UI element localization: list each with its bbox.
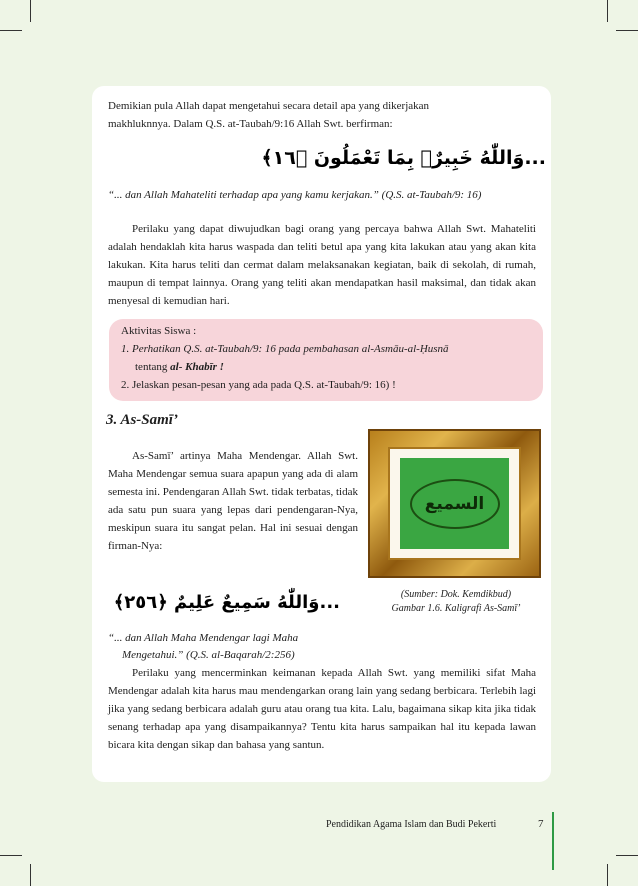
intro-line-2: makhluknnya. Dalam Q.S. at-Taubah/9:16 Allah Swt. berfirman: xyxy=(108,118,393,130)
activity-item-2: 2. Jelaskan pesan-pesan yang ada pada Q.S. at-Taubah/9: 16) ! xyxy=(121,379,396,391)
footer-divider xyxy=(552,812,554,870)
paragraph-maha-mendengar: Perilaku yang mencerminkan keimanan kepada Allah Swt. yang memiliki sifat Maha Mendengar adalah kita harus mau mendengarkan orang lain yang sedang berbicara. Terlebih lagi jika yang sedang berbicara adalah guru atau orang tua kita. Lalu, bagaimana sikap kita jika tidak senang terhadap apa yang disampaikannya? Tentu kita harus sampaikan hal itu kepada lawan bicara kita dengan sikap dan bahasa yang santun. xyxy=(108,667,536,751)
figure-caption: Gambar 1.6. Kaligrafi As-Samī’ xyxy=(391,603,521,614)
intro-line-1: Demikian pula Allah dapat mengetahui secara detail apa yang dikerjakan xyxy=(108,100,430,112)
calligraphy-panel xyxy=(400,458,509,549)
crop-mark xyxy=(30,0,31,22)
footer-book-title: Pendidikan Agama Islam dan Budi Pekerti xyxy=(326,819,497,830)
translation-taubah: “... dan Allah Mahateliti terhadap apa yang kamu kerjakan.” (Q.S. at-Taubah/9: 16) xyxy=(108,189,482,201)
crop-mark xyxy=(0,855,22,856)
verse-arabic-baqarah: ...وَاللّٰهُ سَمِيعٌ عَلِيمٌ ﴿٢٥٦﴾ xyxy=(113,592,340,613)
activity-item-1: 1. Perhatikan Q.S. at-Taubah/9: 16 pada pembahasan al-Asmāu-al-Ḥusnā xyxy=(121,343,449,355)
paragraph-as-sami: As-Samī’ artinya Maha Mendengar. Allah Swt. Maha Mendengar semua suara apapun yang ada di alam semesta ini. Pendengaran Allah Swt. tidak terbatas, tidak ada satu pun suara yang lepas dari pendengaran-Nya, meskipun suara itu sangat pelan. Hal ini sesuai dengan firman-Nya: xyxy=(108,450,358,552)
page-number: 7 xyxy=(538,818,544,830)
crop-mark xyxy=(607,0,608,22)
crop-mark xyxy=(0,30,22,31)
activity-box xyxy=(109,319,543,401)
calligraphy-as-sami: السميع xyxy=(410,479,500,529)
calligraphy-mat xyxy=(388,447,521,560)
activity-item-1-prefix: tentang xyxy=(135,361,171,373)
crop-mark xyxy=(616,855,638,856)
crop-mark xyxy=(607,864,608,886)
figure-source: (Sumber: Dok. Kemdikbud) xyxy=(400,589,512,600)
translation-baqarah-2: Mengetahui.” (Q.S. al-Baqarah/2:256) xyxy=(122,649,295,661)
activity-item-1-cont xyxy=(135,359,224,375)
crop-mark xyxy=(30,864,31,886)
crop-mark xyxy=(616,30,638,31)
activity-title: Aktivitas Siswa : xyxy=(121,325,197,337)
verse-arabic-taubah: ...وَاللّٰهُ خَبِيرٌۢ بِمَا تَعْمَلُونَ ﴿١٦﴾ xyxy=(261,147,546,169)
calligraphy-frame xyxy=(368,429,541,578)
translation-baqarah-1: “... dan Allah Maha Mendengar lagi Maha xyxy=(108,632,299,644)
activity-term-khabir: al- Khabīr ! xyxy=(170,361,224,373)
paragraph-mahateliti: Perilaku yang dapat diwujudkan bagi orang yang percaya bahwa Allah Swt. Mahateliti adalah hendaklah kita harus waspada dan teliti betul apa yang kita lakukan atau yang akan kita lakukan. Kita harus teliti dan cermat dalam melaksanakan kegiatan, baik di sekolah, di rumah, maupun di tempat lainnya. Orang yang teliti akan mendapatkan hasil maksimal, dan tidak akan menyesal di kemudian hari. xyxy=(108,223,536,307)
section-title: 3. As-Samī’ xyxy=(106,412,178,428)
